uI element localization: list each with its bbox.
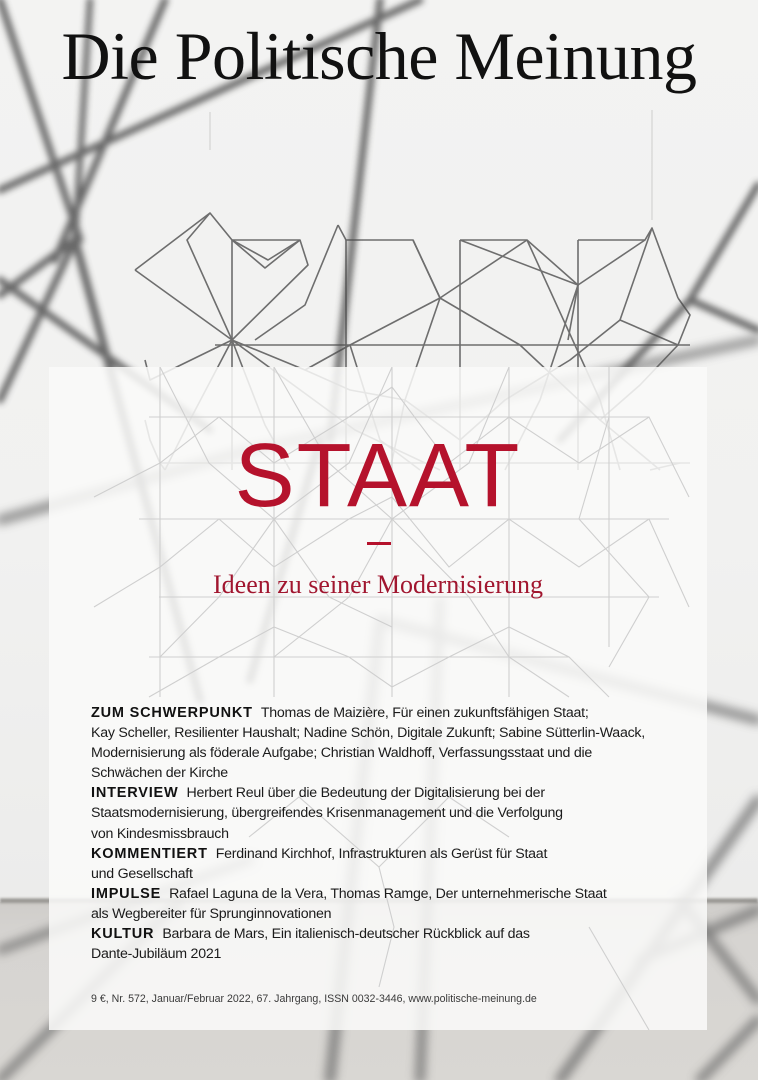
contents-text: Thomas de Maizière, Für einen zukunftsfähigen Staat; (260, 705, 589, 721)
contents-line (91, 844, 691, 864)
contents-entry-schwerpunkt (91, 703, 691, 783)
cover-subtitle: Ideen zu seiner Modernisierung (213, 570, 543, 599)
contents-line (91, 884, 691, 904)
contents-entry-interview (91, 783, 691, 843)
contents-text: Barbara de Mars, Ein italienisch-deutscher Rückblick auf das (162, 926, 530, 943)
contents-text: Rafael Laguna de la Vera, Thomas Ramge, Der unternehmerische Staat (169, 885, 607, 902)
contents-line: Dante-Jubiläum 2021 (91, 946, 222, 963)
section-label: INTERVIEW (91, 785, 179, 802)
section-label: ZUM SCHWERPUNKT (91, 705, 253, 721)
contents-line: Kay Scheller, Resilienter Haushalt; Nadine Schön, Digitale Zukunft; Sabine Sütterlin-Waack, (91, 725, 645, 742)
contents-line: Staatsmodernisierung, übergreifendes Krisenmanagement und die Verfolgung (91, 805, 563, 822)
contents-line: von Kindesmissbrauch (91, 825, 229, 842)
contents-entry-impulse (91, 884, 691, 924)
contents-line (91, 924, 691, 944)
contents-line (91, 783, 691, 803)
contents-entry-kommentiert (91, 844, 691, 884)
contents-line: Modernisierung als föderale Aufgabe; Christian Waldhoff, Verfassungsstaat und die (91, 745, 593, 762)
cover-text-panel (49, 367, 707, 1030)
contents-line: und Gesellschaft (91, 865, 193, 882)
headline-divider (367, 542, 391, 545)
contents-entry-kultur (91, 924, 691, 964)
contents-line: als Wegbereiter für Sprunginnovationen (91, 905, 332, 922)
cover-headline: STAAT (234, 426, 522, 526)
contents-text: Herbert Reul über die Bedeutung der Digitalisierung bei der (186, 785, 545, 802)
issue-imprint: 9 €, Nr. 572, Januar/Februar 2022, 67. Jahrgang, ISSN 0032-3446, www.politische-meinung.de (91, 993, 537, 1005)
section-label: KULTUR (91, 926, 155, 943)
magazine-title: Die Politische Meinung (61, 18, 697, 94)
contents-text: Ferdinand Kirchhof, Infrastrukturen als Gerüst für Staat (215, 845, 548, 862)
contents-line: Schwächen der Kirche (91, 765, 228, 782)
section-label: IMPULSE (91, 885, 162, 902)
contents-line (91, 703, 691, 723)
section-label: KOMMENTIERT (91, 845, 208, 862)
table-of-contents (91, 703, 691, 964)
